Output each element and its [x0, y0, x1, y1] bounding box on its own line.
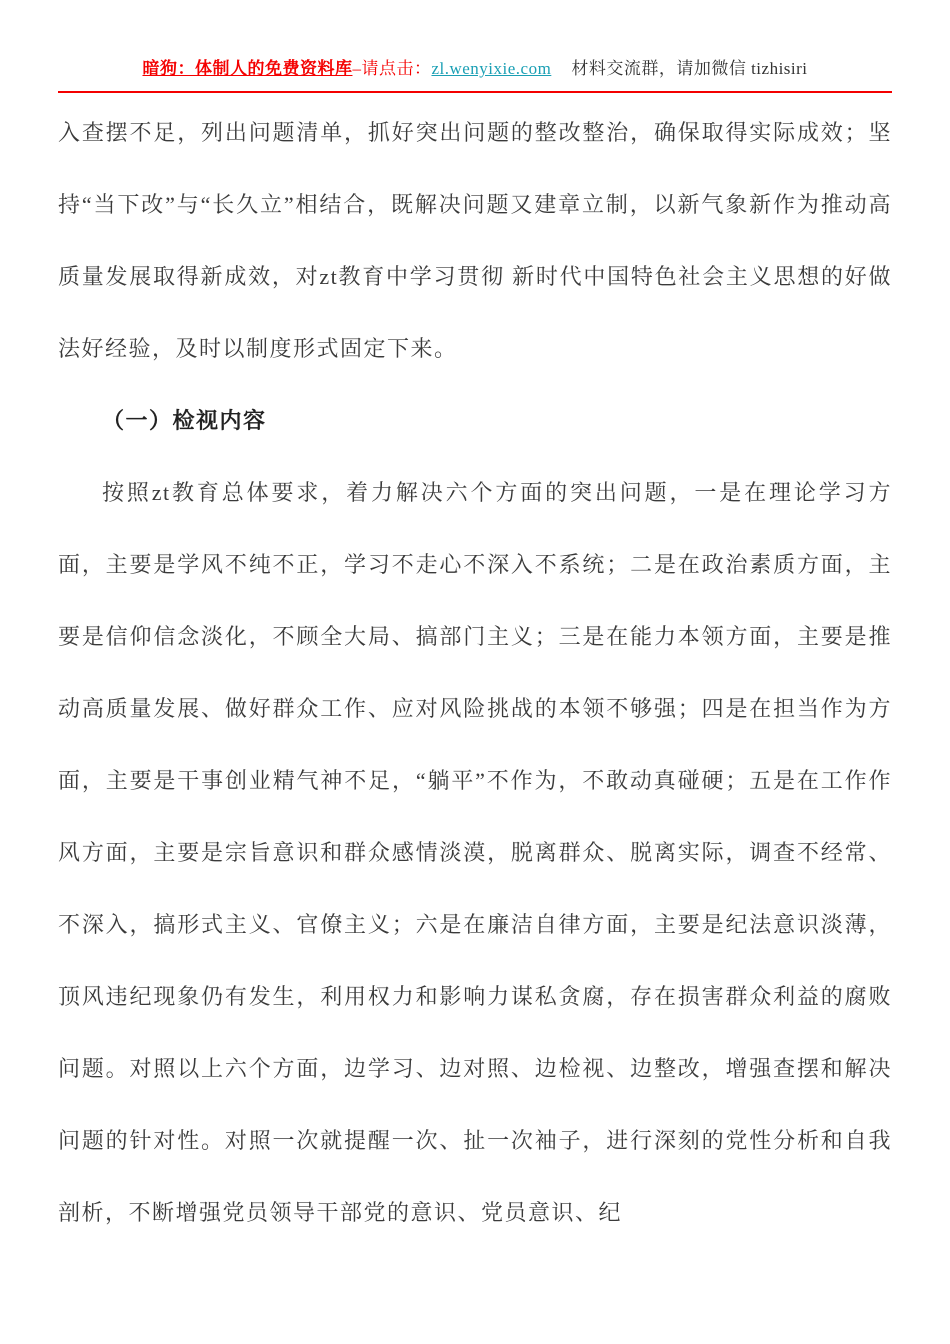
document-body — [58, 97, 892, 1249]
site-link[interactable]: zl.wenyixie.com — [431, 59, 552, 78]
brand-text: 暗狗：体制人的免费资料库 — [142, 59, 353, 78]
wechat-note-text: 材料交流群，请加微信 tizhisiri — [571, 59, 808, 78]
section-heading: （一）检视内容 — [102, 408, 267, 433]
paragraph-body: 按照zt教育总体要求，着力解决六个方面的突出问题，一是在理论学习方面，主要是学风不纯不正，学习不走心不深入不系统；二是在政治素质方面，主要是信仰信念淡化，不顾全大局、搞部门主义；三是在能力本领方面，主要是推动高质量发展、做好群众工作、应对风险挑战的本领不够强；四是在担当作为方面，主要是干事创业精气神不足，“躺平”不作为，不敢动真碰硬；五是在工作作风方面，主要是宗旨意识和群众感情淡漠，脱离群众、脱离实际，调查不经常、不深入，搞形式主义、官僚主义；六是在廉洁自律方面，主要是纪法意识淡薄，顶风违纪现象仍有发生，利用权力和影响力谋私贪腐，存在损害群众利益的腐败问题。对照以上六个方面，边学习、边对照、边检视、边整改，增强查摆和解决问题的针对性。对照一次就提醒一次、扯一次袖子，进行深刻的党性分析和自我剖析，不断增强党员领导干部党的意识、党员意识、纪 — [58, 480, 892, 1225]
header-divider — [58, 91, 892, 93]
paragraph-continuation: 入查摆不足，列出问题清单，抓好突出问题的整改整治，确保取得实际成效；坚持“当下改”与“长久立”相结合，既解决问题又建章立制，以新气象新作为推动高质量发展取得新成效，对zt教育中学习贯彻 新时代中国特色社会主义思想的好做法好经验，及时以制度形式固定下来。 — [58, 120, 892, 361]
header-banner — [58, 0, 892, 79]
link-prefix-text: –请点击： — [352, 59, 432, 78]
